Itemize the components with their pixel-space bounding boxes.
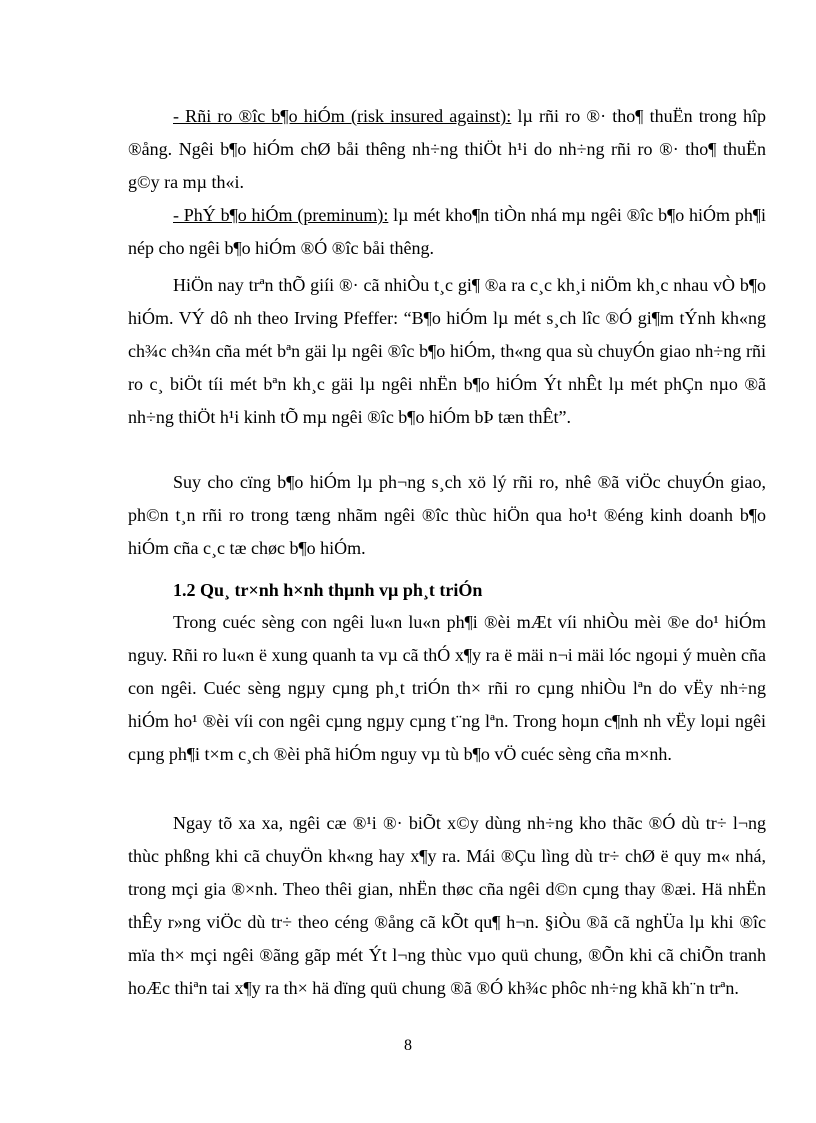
paragraph-insurance-definitions: HiÖn nay trªn thÕ giíi ®· cã nhiÒu t¸c gi¶ ®a ra c¸c kh¸i niÖm kh¸c nhau vÒ b¶o hiÓm. VÝ dô nh theo Irving Pfeffer: “B¶o hiÓm lµ mét s¸ch lîc ®Ó gi¶m tÝnh kh«ng ch¾c ch¾n cña mét bªn gäi lµ ngêi ®îc b¶o hiÓm, th«ng qua sù chuyÓn giao nh÷ng rñi ro c¸ biÖt tíi mét bªn kh¸c gäi lµ ngêi nhËn b¶o hiÓm Ýt nhÊt lµ mét phÇn nµo ®ã nh÷ng thiÖt h¹i kinh tÕ mµ ngêi ®îc b¶o hiÓm bÞ tæn thÊt”. (128, 275, 766, 427)
term-premium: - PhÝ b¶o hiÓm (preminum): (173, 205, 389, 225)
definition-premium: lµ mét kho¶n tiÒn nhá mµ ngêi ®îc b¶o hiÓm ph¶i nép cho ngêi b¶o hiÓm ®Ó ®îc båi thêng. (128, 205, 766, 258)
paragraph-premium (128, 199, 766, 265)
page-number: 8 (404, 1037, 412, 1054)
paragraph-risk-insured (128, 100, 766, 199)
paragraph-risk-transfer: Suy cho cïng b¶o hiÓm lµ ph¬ng s¸ch xö lý rñi ro, nhê ®ã viÖc chuyÓn giao, ph©n t¸n rñi ro trong tæng nhãm ngêi ®îc thùc hiÖn qua ho¹t ®éng kinh doanh b¶o hiÓm cña c¸c tæ chøc b¶o hiÓm. (128, 472, 766, 558)
term-risk-insured: - Rñi ro ®îc b¶o hiÓm (risk insured against): (173, 106, 512, 126)
section-heading: 1.2 Qu¸ tr×nh h×nh thµnh vµ ph¸t triÓn (173, 580, 483, 600)
paragraph-ancient-reserves: Ngay tõ xa xa, ngêi cæ ®¹i ®· biÕt x©y dùng nh÷ng kho thãc ®Ó dù tr÷ l¬ng thùc phßng khi cã chuyÖn kh«ng hay x¶y ra. Mái ®Çu lìng dù tr÷ chØ ë quy m« nhá, trong mçi gia ®×nh. Theo thêi gian, nhËn thøc cña ngêi d©n cµng thay ®æi. Hä nhËn thÊy r»ng viÖc dù tr÷ theo céng ®ång cã kÕt qu¶ h¬n. §iÒu ®ã cã nghÜa lµ khi ®îc mïa th× mçi ngêi ®ãng gãp mét Ýt l¬ng thùc vµo quü chung, ®Õn khi cã chiÕn tranh hoÆc thiªn tai x¶y ra th× hä dïng quü chung ®ã ®Ó kh¾c phôc nh÷ng khã kh¨n trªn. (128, 813, 766, 998)
definition-risk-insured: lµ rñi ro ®· tho¶ thuËn trong hîp ®ång. Ngêi b¶o hiÓm chØ båi thêng nh÷ng thiÖt h¹i do nh÷ng rñi ro ®· tho¶ thuËn g©y ra mµ th«i. (128, 106, 766, 192)
paragraph-life-risks: Trong cuéc sèng con ngêi lu«n lu«n ph¶i ®èi mÆt víi nhiÒu mèi ®e do¹ hiÓm nguy. Rñi ro lu«n ë xung quanh ta vµ cã thÓ x¶y ra ë mäi n¬i mäi lóc ngoµi ý muèn cña con ngêi. Cuéc sèng ngµy cµng ph¸t triÓn th× rñi ro cµng nhiÒu lªn do vËy nh÷ng hiÓm ho¹ ®èi víi con ngêi cµng ngµy cµng t¨ng lªn. Trong hoµn c¶nh nh vËy loµi ngêi cµng ph¶i t×m c¸ch ®èi phã hiÓm nguy vµ tù b¶o vÖ cuéc sèng cña m×nh. (128, 612, 766, 764)
